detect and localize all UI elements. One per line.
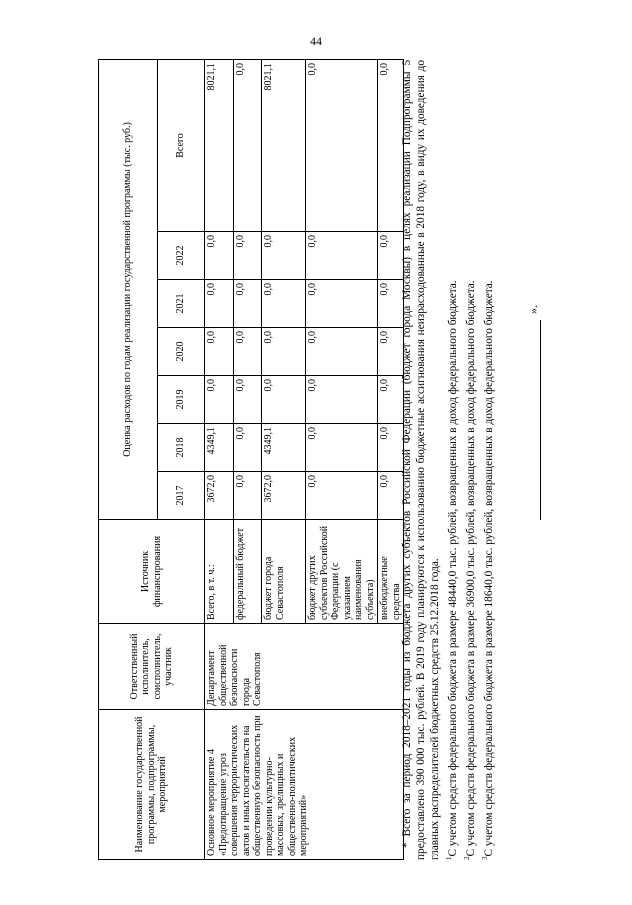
header-year: 2021 — [158, 280, 205, 328]
value-cell: 0,0 — [378, 376, 404, 424]
value-cell: 0,0 — [205, 280, 234, 328]
header-source: Источник финансирования — [99, 520, 205, 624]
page-number: 44 — [310, 34, 322, 48]
source-cell: Всего, в т. ч.: — [205, 520, 234, 624]
table-header-row — [99, 59, 158, 859]
value-cell: 0,0 — [234, 232, 262, 280]
header-total: Всего — [158, 59, 205, 231]
value-cell: 0,0 — [306, 376, 378, 424]
value-cell: 0,0 — [378, 472, 404, 520]
value-cell: 0,0 — [262, 280, 306, 328]
value-cell: 4349,1 — [205, 424, 234, 472]
value-cell: 3672,0 — [205, 472, 234, 520]
responsible-cell: Департамент общественной безопасности города Севастополя — [205, 624, 404, 710]
source-cell: федеральный бюджет — [234, 520, 262, 624]
measure-name-cell: Основное мероприятие 4 «Предотвращение угроз совершения террористических актов и иных посягательств на общественную безопасность при проведении культурно- массовых, зрелищных и общественно-политических мероприятий» — [205, 710, 404, 860]
header-year: 2019 — [158, 376, 205, 424]
value-cell: 0,0 — [262, 328, 306, 376]
total-cell: 0,0 — [234, 59, 262, 231]
header-year: 2020 — [158, 328, 205, 376]
closing-mark — [526, 305, 541, 520]
source-cell: бюджет города Севастополя — [262, 520, 306, 624]
closing-rule — [540, 320, 541, 520]
value-cell: 0,0 — [306, 472, 378, 520]
total-cell: 0,0 — [378, 59, 404, 231]
total-cell: 0,0 — [306, 59, 378, 231]
total-cell: 8021,1 — [205, 59, 234, 231]
value-cell: 0,0 — [205, 376, 234, 424]
value-cell: 0,0 — [234, 328, 262, 376]
total-cell: 8021,1 — [262, 59, 306, 231]
footnote-text: С учетом средств федерального бюджета в размере 18640,0 тыс. рублей, возвращенных в доход федерального бюджета. — [482, 280, 495, 857]
source-cell: бюджет других субъектов Российской Федерации (с указанием наименования субъекта) — [306, 520, 378, 624]
financing-table — [98, 59, 404, 860]
value-cell: 0,0 — [262, 376, 306, 424]
footnote-mark: 3 — [480, 856, 489, 860]
value-cell: 0,0 — [378, 424, 404, 472]
value-cell: 0,0 — [234, 376, 262, 424]
header-name: Наименование государственной программы, подпрограммы, мероприятий — [99, 710, 205, 860]
footnote — [442, 60, 460, 860]
value-cell: 0,0 — [205, 328, 234, 376]
value-cell: 0,0 — [306, 424, 378, 472]
header-year: 2018 — [158, 424, 205, 472]
closing-quote: ». — [526, 305, 540, 314]
value-cell: 0,0 — [234, 280, 262, 328]
footnote — [478, 60, 496, 860]
value-cell: 0,0 — [234, 424, 262, 472]
value-cell: 0,0 — [378, 232, 404, 280]
header-year: 2017 — [158, 472, 205, 520]
value-cell: 0,0 — [205, 232, 234, 280]
value-cell: 0,0 — [262, 232, 306, 280]
main-note: * Всего за период 2018–2021 годы из бюджета других субъектов Российской Федерации (бюджет города Москвы) в целях реализации Подпрограммы 5 предоставлено 390 000 тыс. рублей. В 2019 году планируются к использованию бюджетные ассигнования неизрасходованные в 2018 году, в виду их доведения до главных распределителей бюджетных средств 25.12.2018 года. — [401, 60, 441, 860]
header-responsible: Ответственный исполнитель, соисполнитель, участник — [99, 624, 205, 710]
footnote-text: С учетом средств федерального бюджета в размере 48440,0 тыс. рублей, возвращенных в доход федерального бюджета. — [446, 280, 459, 857]
footnote-text: С учетом средств федерального бюджета в размере 36900,0 тыс. рублей, возвращенных в доход федерального бюджета. — [464, 280, 477, 857]
value-cell: 0,0 — [234, 472, 262, 520]
value-cell: 0,0 — [306, 328, 378, 376]
header-estimate: Оценка расходов по годам реализации государственной программы (тыс. руб.) — [99, 59, 158, 519]
footnote-mark: 2 — [462, 856, 471, 860]
notes-block — [400, 60, 495, 860]
value-cell: 3672,0 — [262, 472, 306, 520]
rotated-content — [98, 60, 540, 860]
value-cell: 4349,1 — [262, 424, 306, 472]
header-year: 2022 — [158, 232, 205, 280]
value-cell: 0,0 — [378, 280, 404, 328]
source-cell: внебюджетные средства — [378, 520, 404, 624]
footnote-mark: 1 — [445, 856, 453, 860]
value-cell: 0,0 — [306, 232, 378, 280]
footnote — [460, 60, 478, 860]
table-row — [205, 59, 234, 859]
value-cell: 0,0 — [306, 280, 378, 328]
value-cell: 0,0 — [378, 328, 404, 376]
